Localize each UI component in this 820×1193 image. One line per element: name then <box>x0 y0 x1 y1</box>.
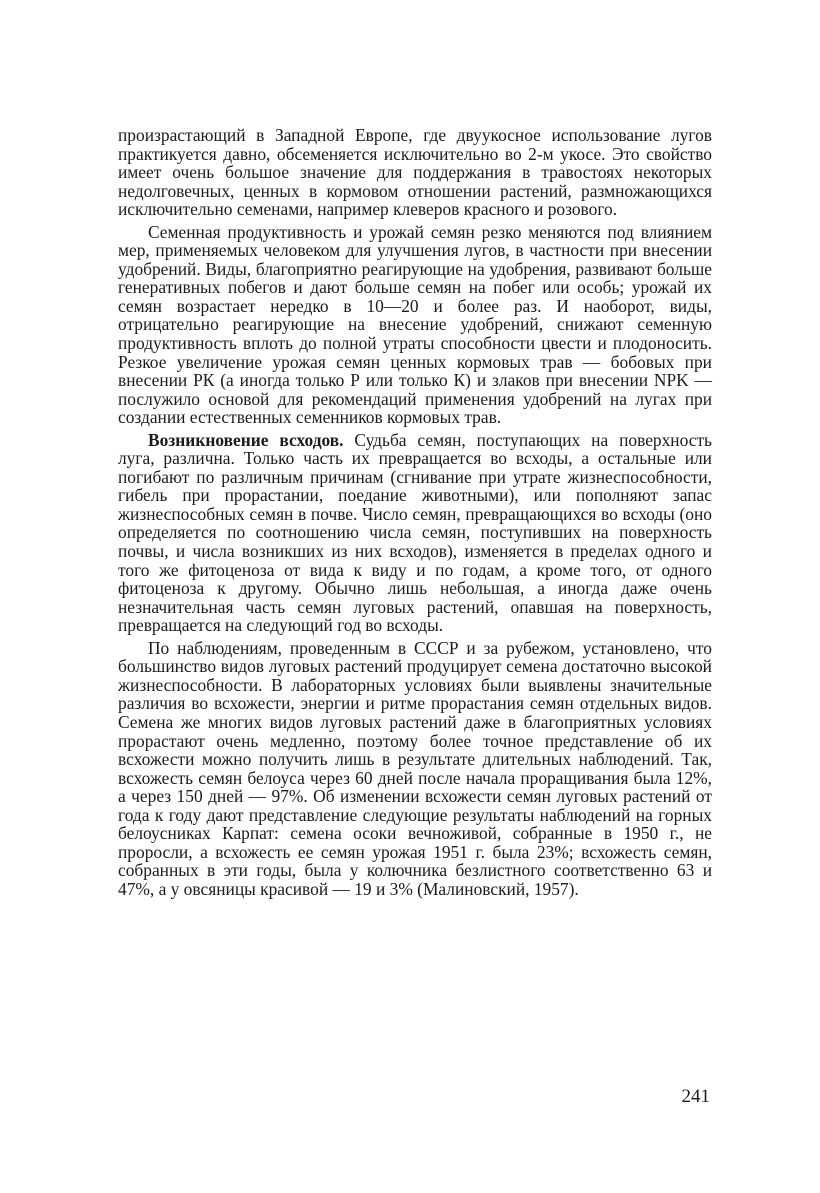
paragraph-text: произрастающий в Западной Европе, где двуукосное использование лугов практикуется давно, обсеменяется исключительно во 2-м укосе. Это свойство имеет очень большое значение для поддержания в травостоях некоторых недолговечных, ценных в кормовом отношении растений, размножающихся исключительно семенами, например клеверов красного и розового. <box>118 125 712 220</box>
paragraph-text: По наблюдениям, проведенным в СССР и за рубежом, установлено, что большинство видов луговых растений продуцирует семена достаточно высокой жизнеспособности. В лабораторных условиях были выявлены значительные различия во всхожести, энергии и ритме прорастания семян отдельных видов. Семена же многих видов луговых растений даже в благоприятных условиях прорастают очень медленно, поэтому более точное представление об их всхожести можно получить лишь в результате длительных наблюдений. Так, всхожесть семян белоуса через 60 дней после начала проращивания была 12%, а через 150 дней — 97%. Об изменении всхожести семян луговых растений от года к году дают представление следующие результаты наблюдений на горных белоусниках Карпат: семена осоки вечноживой, собранные в 1950 г., не проросли, а всхожесть ее семян урожая 1951 г. была 23%; всхожесть семян, собранных в эти годы, была у колючника безлистного соответственно 63 и 47%, а у овсяницы красивой — 19 и 3% (Малиновский, 1957). <box>118 637 712 899</box>
paragraph-text: Судьба семян, поступающих на поверхность луга, различна. Только часть их превращается во всходы, а остальные или погибают по различным причинам (сгнивание при утрате жизнеспособности, гибель при прорастании, поедание животными), или пополняют запас жизнеспособных семян в почве. Число семян, превращающихся во всходы (оно определяется по соотношению числа семян, поступивших на поверхность почвы, и числа возникших из них всходов), изменяется в пределах одного и того же фитоценоза от вида к виду и по годам, а кроме того, от одного фитоценоза к другому. Обычно лишь небольшая, а иногда даже очень незначительная часть семян луговых растений, опавшая на поверхность, превращается на следующий год во всходы. <box>118 429 712 636</box>
page-number: 241 <box>681 1086 710 1107</box>
paragraph-continuation <box>118 126 712 219</box>
paragraph-seed-productivity <box>118 223 712 427</box>
section-heading: Возникновение всходов. <box>148 429 344 450</box>
page-body <box>118 126 712 898</box>
paragraph-text: Семенная продуктивность и урожай семян резко меняются под влиянием мер, применяемых человеком для улучшения лугов, в частности при внесении удобрений. Виды, благоприятно реагирующие на удобрения, развивают больше генеративных побегов и дают больше семян на побег или особь; урожай их семян возрастает нередко в 10—20 и более раз. И наоборот, виды, отрицательно реагирующие на внесение удобрений, снижают семенную продуктивность вплоть до полной утраты способности цвести и плодоносить. Резкое увеличение урожая семян ценных кормовых трав — бобовых при внесении РК (а иногда только Р или только К) и злаков при внесении NPK — послужило основой для рекомендаций применения удобрений на лугах при создании естественных семенников кормовых трав. <box>118 221 712 428</box>
paragraph-observations <box>118 639 712 899</box>
paragraph-seedling-emergence <box>118 431 712 635</box>
